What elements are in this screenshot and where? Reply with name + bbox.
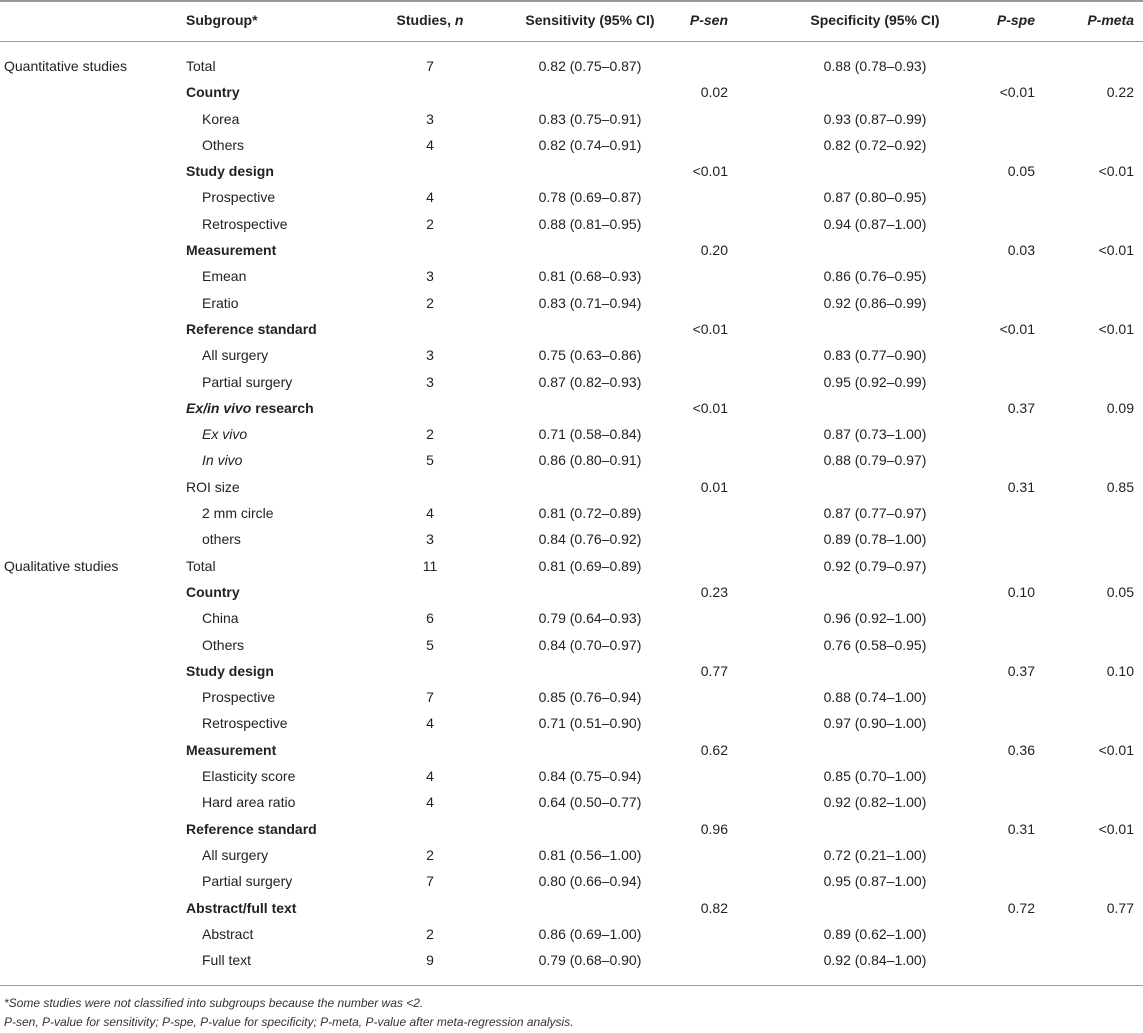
cell-studies: 3	[426, 110, 434, 127]
cell-subgroup	[202, 374, 292, 390]
cell-p-spe: 0.37	[1007, 662, 1035, 679]
cell-subgroup	[186, 663, 274, 679]
cell-subgroup	[186, 163, 274, 179]
footnote-abbreviations: P-sen, P-value for sensitivity; P-spe, P-value for specificity; P-meta, P-value after meta-regression analysis.	[4, 1015, 574, 1029]
cell-sensitivity: 0.81 (0.69–0.89)	[538, 557, 642, 574]
cell-studies: 7	[426, 689, 434, 706]
cell-subgroup-text: Abstract	[202, 925, 254, 942]
cell-subgroup	[202, 952, 251, 968]
cell-subgroup	[186, 242, 276, 258]
table-row	[0, 159, 1143, 185]
cell-subgroup-text: 2 mm circle	[202, 505, 274, 522]
table-row	[0, 238, 1143, 264]
cell-subgroup-text: All surgery	[202, 846, 269, 863]
cell-subgroup	[202, 637, 244, 653]
table-row	[0, 790, 1143, 816]
cell-subgroup-text: Measurement	[186, 741, 277, 758]
cell-p-sen: 0.02	[700, 84, 728, 101]
cell-sensitivity: 0.87 (0.82–0.93)	[538, 373, 642, 390]
cell-specificity: 0.76 (0.58–0.95)	[823, 636, 927, 653]
cell-studies: 4	[426, 505, 434, 522]
cell-specificity: 0.92 (0.82–1.00)	[823, 794, 927, 811]
cell-p-meta: 0.09	[1106, 399, 1134, 416]
cell-sensitivity: 0.81 (0.56–1.00)	[538, 846, 642, 863]
cell-p-meta: <0.01	[1098, 820, 1134, 837]
cell-subgroup	[202, 794, 295, 810]
cell-studies: 2	[426, 925, 434, 942]
cell-subgroup-text: Reference standard	[186, 820, 317, 837]
table-row	[0, 738, 1143, 764]
cell-specificity: 0.92 (0.84–1.00)	[823, 952, 927, 969]
cell-subgroup	[202, 295, 239, 311]
cell-subgroup-text: Emean	[202, 268, 247, 285]
table-bottom-rule	[0, 985, 1143, 986]
cell-p-spe: 0.31	[1007, 478, 1035, 495]
cell-subgroup-text: Country	[186, 583, 240, 600]
cell-p-spe: 0.37	[1007, 399, 1035, 416]
cell-p-meta: <0.01	[1098, 320, 1134, 337]
cell-subgroup	[186, 479, 240, 495]
cell-specificity: 0.92 (0.79–0.97)	[823, 557, 927, 574]
cell-subgroup	[202, 268, 246, 284]
cell-p-sen: 0.77	[700, 662, 728, 679]
cell-p-meta: <0.01	[1098, 242, 1134, 259]
cell-specificity: 0.86 (0.76–0.95)	[823, 268, 927, 285]
header-studies-n: n	[454, 12, 464, 28]
cell-subgroup-text: Prospective	[202, 189, 276, 206]
cell-subgroup	[186, 84, 240, 100]
cell-p-sen: <0.01	[692, 399, 728, 416]
cell-sensitivity: 0.79 (0.68–0.90)	[538, 952, 642, 969]
table-row	[0, 580, 1143, 606]
cell-sensitivity: 0.75 (0.63–0.86)	[538, 347, 642, 364]
table-row	[0, 291, 1143, 317]
table-row	[0, 448, 1143, 474]
cell-sensitivity: 0.84 (0.75–0.94)	[538, 768, 642, 785]
cell-p-meta: 0.85	[1106, 478, 1134, 495]
cell-specificity: 0.83 (0.77–0.90)	[823, 347, 927, 364]
cell-subgroup-text: Retrospective	[202, 215, 288, 232]
cell-specificity: 0.88 (0.78–0.93)	[823, 58, 927, 74]
cell-specificity: 0.72 (0.21–1.00)	[823, 846, 927, 863]
table-row	[0, 343, 1143, 369]
cell-specificity: 0.85 (0.70–1.00)	[823, 768, 927, 785]
cell-subgroup-text: Total	[186, 58, 216, 74]
cell-studies: 3	[426, 531, 434, 548]
cell-p-spe: 0.72	[1007, 899, 1035, 916]
cell-subgroup-text: Others	[202, 636, 245, 653]
cell-sensitivity: 0.81 (0.68–0.93)	[538, 268, 642, 285]
table-row	[0, 396, 1143, 422]
cell-subgroup-text: Partial surgery	[202, 873, 293, 890]
cell-sensitivity: 0.80 (0.66–0.94)	[538, 873, 642, 890]
cell-sensitivity: 0.79 (0.64–0.93)	[538, 610, 642, 627]
cell-p-sen: <0.01	[692, 320, 728, 337]
cell-studies: 7	[426, 58, 434, 74]
cell-sensitivity: 0.64 (0.50–0.77)	[538, 794, 642, 811]
cell-subgroup-text: Hard area ratio	[202, 794, 296, 811]
cell-specificity: 0.88 (0.74–1.00)	[823, 689, 927, 706]
cell-subgroup	[186, 400, 314, 416]
cell-p-sen: 0.96	[700, 820, 728, 837]
cell-subgroup-text: In vivo	[202, 452, 243, 469]
table-row	[0, 606, 1143, 632]
cell-p-sen: 0.23	[700, 583, 728, 600]
table-row	[0, 317, 1143, 343]
cell-subgroup	[202, 347, 268, 363]
table-row	[0, 501, 1143, 527]
table-row	[0, 185, 1143, 211]
cell-studies: 2	[426, 846, 434, 863]
cell-subgroup	[202, 426, 247, 442]
cell-specificity: 0.89 (0.78–1.00)	[823, 531, 927, 548]
cell-specificity: 0.88 (0.79–0.97)	[823, 452, 927, 469]
cell-studies: 6	[426, 610, 434, 627]
cell-subgroup-text: Study design	[186, 662, 274, 679]
cell-p-sen: 0.01	[700, 478, 728, 495]
cell-subgroup	[186, 558, 216, 574]
cell-subgroup-suffix: research	[251, 399, 314, 416]
cell-subgroup	[202, 531, 241, 547]
table-row	[0, 107, 1143, 133]
cell-specificity: 0.93 (0.87–0.99)	[823, 110, 927, 127]
cell-specificity: 0.87 (0.77–0.97)	[823, 505, 927, 522]
header-specificity: Specificity (95% CI)	[810, 12, 940, 28]
cell-subgroup	[202, 216, 288, 232]
cell-sensitivity: 0.71 (0.58–0.84)	[538, 426, 642, 443]
cell-studies: 7	[426, 873, 434, 890]
cell-specificity: 0.82 (0.72–0.92)	[823, 136, 927, 153]
cell-studies: 2	[426, 426, 434, 443]
cell-p-meta: <0.01	[1098, 741, 1134, 758]
cell-studies: 4	[426, 794, 434, 811]
cell-subgroup	[186, 900, 296, 916]
cell-subgroup-text: Others	[202, 136, 245, 153]
cell-subgroup-text: Reference standard	[186, 320, 317, 337]
cell-p-spe: <0.01	[999, 320, 1035, 337]
cell-p-spe: 0.36	[1007, 741, 1035, 758]
cell-sensitivity: 0.86 (0.69–1.00)	[538, 925, 642, 942]
cell-subgroup-text: Abstract/full text	[186, 899, 297, 916]
cell-specificity: 0.92 (0.86–0.99)	[823, 294, 927, 311]
table-row	[0, 711, 1143, 737]
cell-subgroup	[186, 584, 240, 600]
cell-subgroup	[202, 452, 242, 468]
table-row	[0, 817, 1143, 843]
footnote-subgroups: *Some studies were not classified into subgroups because the number was <2.	[4, 996, 424, 1010]
cell-p-spe: 0.31	[1007, 820, 1035, 837]
cell-sensitivity: 0.82 (0.75–0.87)	[538, 58, 642, 74]
cell-subgroup-text: Measurement	[186, 242, 277, 259]
cell-sensitivity: 0.86 (0.80–0.91)	[538, 452, 642, 469]
cell-studies: 4	[426, 768, 434, 785]
table-row	[0, 80, 1143, 106]
table-row	[0, 896, 1143, 922]
cell-p-sen: 0.82	[700, 899, 728, 916]
table-body	[0, 54, 1143, 974]
cell-p-spe: 0.05	[1007, 163, 1035, 180]
cell-subgroup	[202, 847, 268, 863]
table-row	[0, 264, 1143, 290]
table-row	[0, 133, 1143, 159]
cell-studies: 5	[426, 636, 434, 653]
header-p-spe: P-spe	[996, 12, 1035, 28]
cell-section: Qualitative studies	[4, 557, 119, 574]
cell-p-sen: 0.20	[700, 242, 728, 259]
cell-subgroup	[186, 821, 317, 837]
table-row	[0, 212, 1143, 238]
cell-subgroup-text: Korea	[202, 110, 240, 127]
cell-studies: 4	[426, 136, 434, 153]
cell-studies: 3	[426, 268, 434, 285]
cell-subgroup	[202, 111, 239, 127]
cell-subgroup-text: All surgery	[202, 347, 269, 364]
cell-subgroup	[202, 873, 292, 889]
cell-p-sen: <0.01	[692, 163, 728, 180]
cell-studies: 2	[426, 294, 434, 311]
cell-specificity: 0.94 (0.87–1.00)	[823, 215, 927, 232]
cell-p-meta: <0.01	[1098, 163, 1134, 180]
header-p-sen: P-sen	[689, 12, 728, 28]
cell-subgroup	[202, 610, 239, 626]
cell-p-spe: 0.03	[1007, 242, 1035, 259]
cell-studies: 3	[426, 347, 434, 364]
table-row	[0, 554, 1143, 580]
cell-specificity: 0.95 (0.92–0.99)	[823, 373, 927, 390]
cell-sensitivity: 0.81 (0.72–0.89)	[538, 505, 642, 522]
cell-subgroup	[186, 321, 317, 337]
cell-studies: 2	[426, 215, 434, 232]
header-rule	[0, 41, 1143, 42]
table-row	[0, 475, 1143, 501]
cell-studies: 11	[422, 557, 438, 574]
cell-subgroup	[202, 715, 288, 731]
cell-subgroup-text: others	[202, 531, 241, 548]
cell-studies: 4	[426, 189, 434, 206]
cell-sensitivity: 0.83 (0.71–0.94)	[538, 294, 642, 311]
cell-subgroup-text: Prospective	[202, 689, 276, 706]
cell-studies: 5	[426, 452, 434, 469]
cell-p-meta: 0.05	[1106, 583, 1134, 600]
cell-subgroup-text: Total	[186, 557, 216, 574]
cell-subgroup-text: Retrospective	[202, 715, 288, 732]
cell-specificity: 0.89 (0.62–1.00)	[823, 925, 927, 942]
cell-p-meta: 0.22	[1106, 84, 1134, 101]
cell-subgroup	[186, 742, 276, 758]
cell-sensitivity: 0.85 (0.76–0.94)	[538, 689, 642, 706]
cell-p-meta: 0.10	[1106, 662, 1134, 679]
cell-subgroup-text: Ex vivo	[202, 426, 248, 443]
cell-subgroup-text: ROI size	[186, 478, 240, 495]
cell-sensitivity: 0.84 (0.70–0.97)	[538, 636, 642, 653]
table-row	[0, 659, 1143, 685]
cell-subgroup-text: Partial surgery	[202, 373, 293, 390]
cell-sensitivity: 0.84 (0.76–0.92)	[538, 531, 642, 548]
table-row	[0, 764, 1143, 790]
cell-p-sen: 0.62	[700, 741, 728, 758]
cell-sensitivity: 0.71 (0.51–0.90)	[538, 715, 642, 732]
table-header	[0, 0, 1143, 42]
cell-subgroup	[202, 689, 275, 705]
table-row	[0, 370, 1143, 396]
cell-subgroup	[202, 768, 295, 784]
table-row	[0, 633, 1143, 659]
cell-section: Quantitative studies	[4, 58, 127, 74]
header-studies-label: Studies,	[396, 12, 455, 28]
header-subgroup: Subgroup*	[186, 12, 258, 28]
cell-subgroup-text: Country	[186, 84, 240, 101]
cell-subgroup	[202, 189, 275, 205]
cell-specificity: 0.96 (0.92–1.00)	[823, 610, 927, 627]
cell-subgroup	[186, 58, 216, 74]
cell-studies: 3	[426, 373, 434, 390]
cell-studies: 9	[426, 952, 434, 969]
cell-p-meta: 0.77	[1106, 899, 1134, 916]
cell-sensitivity: 0.78 (0.69–0.87)	[538, 189, 642, 206]
header-p-meta: P-meta	[1087, 12, 1134, 28]
cell-sensitivity: 0.88 (0.81–0.95)	[538, 215, 642, 232]
header-studies	[380, 12, 480, 28]
table-row	[0, 54, 1143, 80]
cell-subgroup	[202, 505, 274, 521]
cell-specificity: 0.95 (0.87–1.00)	[823, 873, 927, 890]
cell-sensitivity: 0.82 (0.74–0.91)	[538, 136, 642, 153]
table-row	[0, 527, 1143, 553]
table-row	[0, 948, 1143, 974]
cell-subgroup-text: China	[202, 610, 239, 627]
cell-subgroup-text: Elasticity score	[202, 768, 296, 785]
cell-studies: 4	[426, 715, 434, 732]
cell-specificity: 0.97 (0.90–1.00)	[823, 715, 927, 732]
table-row	[0, 843, 1143, 869]
cell-subgroup-text: Eratio	[202, 294, 239, 311]
cell-specificity: 0.87 (0.80–0.95)	[823, 189, 927, 206]
cell-p-spe: <0.01	[999, 84, 1035, 101]
table-row	[0, 922, 1143, 948]
table-row	[0, 685, 1143, 711]
cell-subgroup	[202, 926, 253, 942]
cell-subgroup-text: Study design	[186, 163, 274, 180]
header-sensitivity: Sensitivity (95% CI)	[525, 12, 655, 28]
cell-subgroup	[202, 137, 244, 153]
cell-subgroup-text: Ex/in vivo	[186, 399, 252, 416]
cell-specificity: 0.87 (0.73–1.00)	[823, 426, 927, 443]
cell-p-spe: 0.10	[1007, 583, 1035, 600]
cell-subgroup-text: Full text	[202, 952, 252, 969]
table-row	[0, 422, 1143, 448]
cell-sensitivity: 0.83 (0.75–0.91)	[538, 110, 642, 127]
table-row	[0, 869, 1143, 895]
